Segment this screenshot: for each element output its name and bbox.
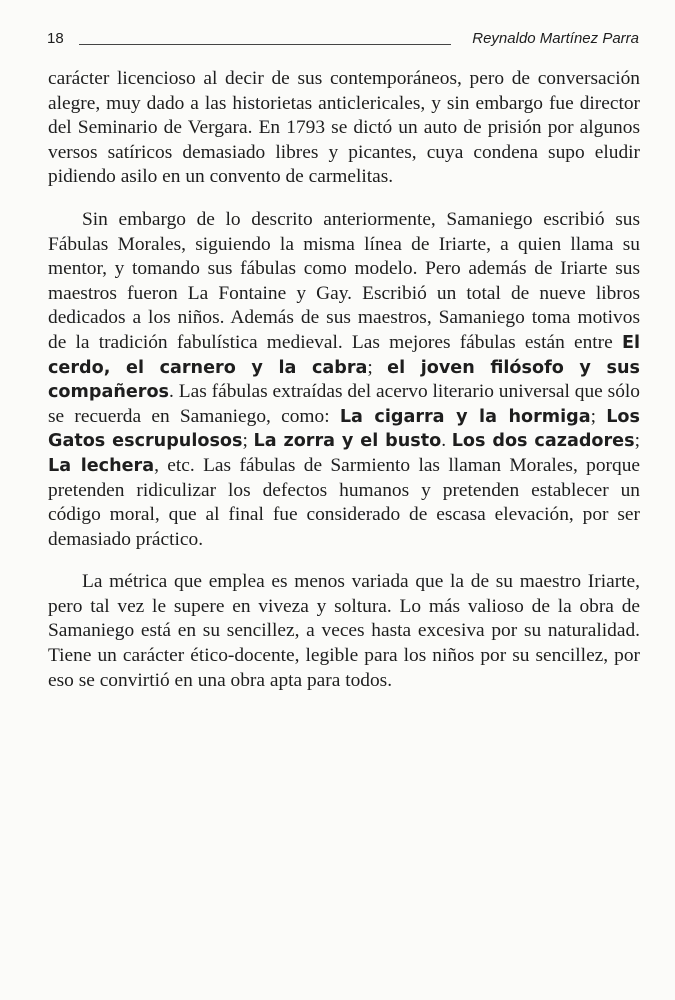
- text-run: .: [441, 430, 452, 452]
- fable-title: Los dos cazadores: [451, 431, 635, 452]
- paragraph-1: carácter licencioso al decir de sus contemporáneos, pero de conversación alegre, muy dado a las historietas anticlericales, y sin embargo fue director del Seminario de Vergara. En 1793 se dictó un auto de prisión por algunos versos satíricos demasiado libres y picantes, cuya condena supo eludir pidiendo asilo en un convento de carmelitas.: [48, 68, 640, 188]
- running-header: [47, 28, 639, 50]
- text-run: ;: [367, 356, 388, 378]
- text-run: ;: [242, 430, 254, 452]
- running-head-author: Reynaldo Martínez Parra: [472, 30, 639, 47]
- fable-title: Los Gatos escrupulosos: [48, 406, 640, 452]
- header-rule: [79, 44, 451, 45]
- body-text: [48, 67, 640, 693]
- fable-title: el joven filósofo y sus compañeros: [48, 357, 640, 403]
- fable-title: La lechera: [48, 455, 155, 476]
- text-run: ;: [590, 405, 607, 427]
- paragraph-2: [48, 208, 640, 552]
- paragraph-3: La métrica que emplea es menos variada que la de su maestro Iriarte, pero tal vez le supere en viveza y soltura. Lo más valioso de la obra de Samaniego está en su sencillez, a veces hasta excesiva por su naturalidad. Tiene un carácter ético-docente, legible para los niños por su sencillez, por eso se convirtió en una obra apta para todos.: [48, 571, 640, 691]
- text-run: Sin embargo de lo descrito anteriormente, Samaniego escribió sus Fábulas Morales, siguiendo la misma línea de Iriarte, a quien llama su mentor, y tomando sus fábulas como modelo. Pero además de Iriarte sus maestros fueron La Fontaine y Gay. Escribió un total de nueve libros dedicados a los niños. Además de sus maestros, Samaniego toma motivos de la tradición fabulística medieval. Las mejores fábulas están entre: [48, 208, 640, 353]
- fable-title: El cerdo, el carnero y la cabra: [48, 332, 640, 378]
- page-number: 18: [47, 30, 64, 47]
- text-run: ;: [634, 430, 640, 452]
- text-run: . Las fábulas extraídas del acervo literario universal que sólo se recuerda en Samaniego, como:: [48, 381, 640, 427]
- text-run: , etc. Las fábulas de Sarmiento las llaman Morales, porque pretenden ridiculizar los defectos humanos y pretenden establecer un código moral, que al final fue considerado de escasa elevación, por ser demasiado práctico.: [48, 454, 640, 550]
- fable-title: La cigarra y la hormiga: [339, 406, 591, 427]
- fable-title: La zorra y el busto: [253, 431, 442, 452]
